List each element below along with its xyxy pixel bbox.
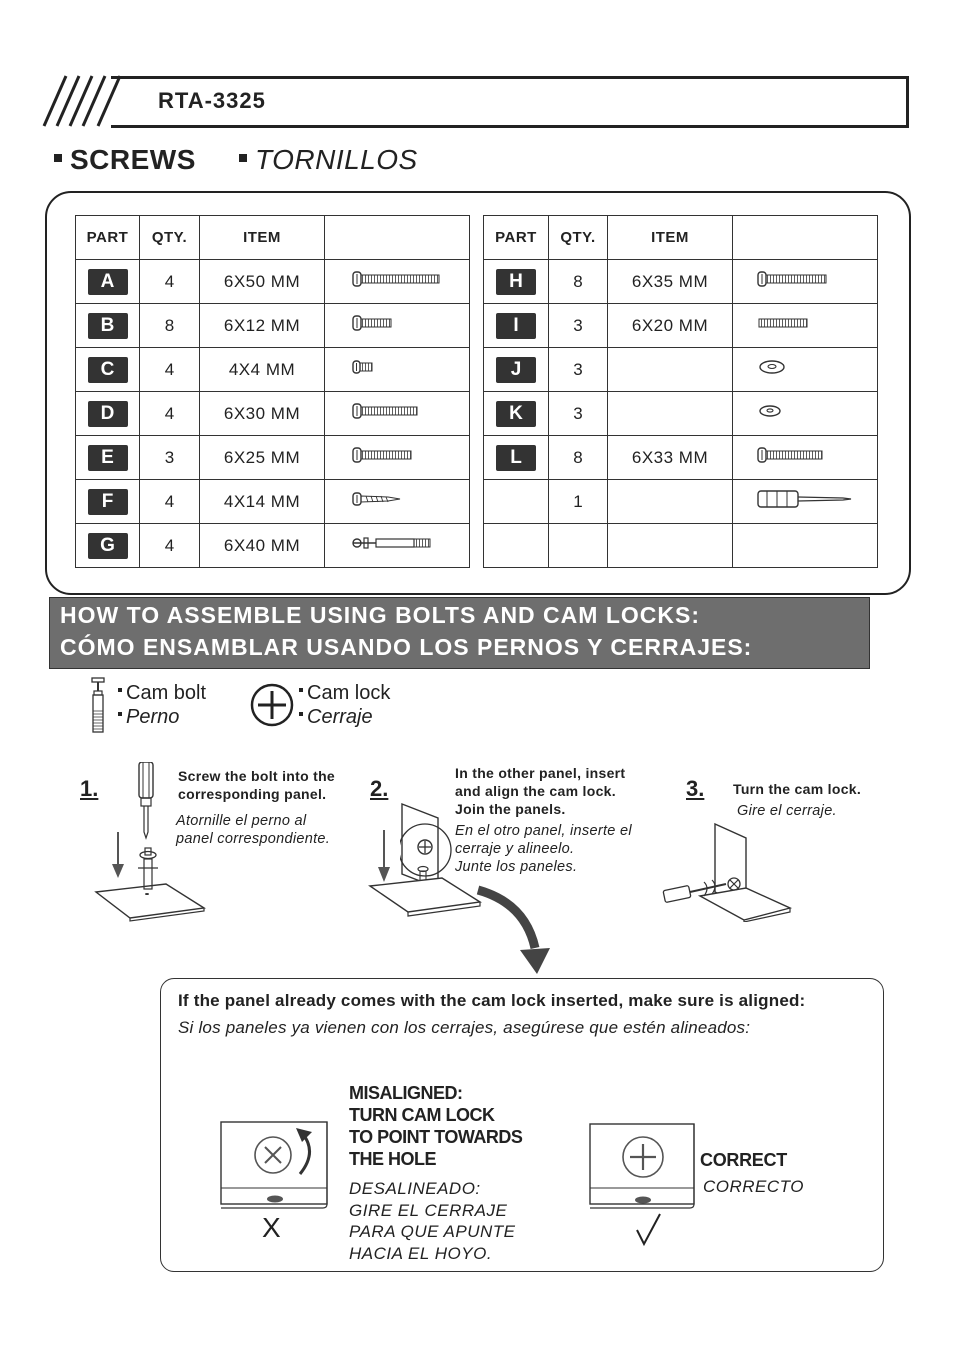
misaligned-text-en: MISALIGNED: TURN CAM LOCK TO POINT TOWARDS THE HOLE: [349, 1083, 523, 1169]
step-2-number: 2.: [370, 776, 389, 801]
wood-screw-icon: [325, 480, 470, 524]
wrong-mark-icon: X: [262, 1212, 281, 1243]
part-letter-empty: [484, 480, 549, 524]
header-part: PART: [484, 216, 549, 260]
washer-large-icon: [733, 348, 878, 392]
table-row: [76, 348, 470, 392]
banner-line-es: CÓMO ENSAMBLAR USANDO LOS PERNOS Y CERRAJES:: [60, 634, 753, 660]
screw-long-icon: [325, 260, 470, 304]
table-row: [76, 304, 470, 348]
part-item: 6X35 MM: [608, 260, 733, 304]
part-item: 4X14 MM: [200, 480, 325, 524]
screw-medium-icon: [733, 260, 878, 304]
part-qty: 4: [140, 260, 200, 304]
part-qty: 4: [140, 348, 200, 392]
part-letter: E: [88, 445, 128, 471]
part-qty: 4: [140, 392, 200, 436]
legend-cerraje: [299, 706, 373, 729]
part-letter: L: [496, 445, 536, 471]
screw-medium-icon: [325, 392, 470, 436]
part-qty: 3: [549, 392, 608, 436]
misaligned-text-es: DESALINEADO: GIRE EL CERRAJE PARA QUE APUNTE HACIA EL HOYO.: [349, 1179, 516, 1263]
part-letter: B: [88, 313, 128, 339]
threaded-rod-icon: [733, 304, 878, 348]
screws-title-es-wrap: [239, 144, 418, 176]
step-3-illustration: [660, 822, 800, 922]
header-item: ITEM: [608, 216, 733, 260]
table-row: [484, 392, 878, 436]
screws-title: [54, 144, 196, 176]
part-item: 6X20 MM: [608, 304, 733, 348]
parts-table-left: [75, 215, 470, 568]
screws-title-en: SCREWS: [70, 144, 196, 175]
part-letter: C: [88, 357, 128, 383]
screw-short-icon: [325, 304, 470, 348]
header-image: [733, 216, 878, 260]
part-qty: 8: [549, 436, 608, 480]
note-text-es: Si los paneles ya vienen con los cerrajes, asegúrese que estén alineados:: [178, 1018, 751, 1037]
part-qty: 8: [549, 260, 608, 304]
step-3-number: 3.: [686, 776, 705, 801]
step-1-text-en: Screw the bolt into the corresponding panel.: [178, 768, 336, 802]
table-row: [76, 524, 470, 568]
table-row: [484, 304, 878, 348]
part-qty: 4: [140, 524, 200, 568]
legend-cam-bolt: [118, 682, 206, 705]
part-letter: A: [88, 269, 128, 295]
part-item: [608, 348, 733, 392]
legend-cam-lock-en: Cam lock: [307, 682, 391, 704]
part-letter: G: [88, 533, 128, 559]
header-item: ITEM: [200, 216, 325, 260]
legend-cam-bolt-es: Perno: [126, 706, 180, 728]
table-row: [76, 436, 470, 480]
screws-title-es: TORNILLOS: [255, 144, 418, 175]
step-3-text-es: Gire el cerraje.: [737, 803, 837, 819]
table-row: [76, 260, 470, 304]
washer-small-icon: [733, 392, 878, 436]
legend-perno: [118, 706, 179, 729]
part-item: 6X50 MM: [200, 260, 325, 304]
part-letter: I: [496, 313, 536, 339]
step-2-text-es: En el otro panel, inserte el cerraje y alineelo. Junte los paneles.: [455, 823, 632, 875]
part-qty: 3: [140, 436, 200, 480]
part-qty: 3: [549, 304, 608, 348]
screw-tiny-icon: [325, 348, 470, 392]
zoom-arrow: [400, 808, 560, 978]
correct-text-en: CORRECT: [700, 1150, 787, 1170]
part-qty: 1: [549, 480, 608, 524]
table-row: [484, 348, 878, 392]
step-1-text-es: Atornille el perno al panel correspondiente.: [176, 813, 331, 847]
cam-bolt-legend-icon: [88, 677, 108, 735]
part-item: 6X40 MM: [200, 524, 325, 568]
part-item: [608, 480, 733, 524]
part-item: 6X12 MM: [200, 304, 325, 348]
table-row: [484, 480, 878, 524]
header-part: PART: [76, 216, 140, 260]
table-row: [76, 480, 470, 524]
part-letter: F: [88, 489, 128, 515]
part-letter: D: [88, 401, 128, 427]
table-row: [76, 392, 470, 436]
table-row: [484, 260, 878, 304]
part-qty: 3: [549, 348, 608, 392]
part-letter: H: [496, 269, 536, 295]
step-1-number: 1.: [80, 776, 99, 801]
legend-cam-lock-es: Cerraje: [307, 706, 373, 728]
part-item: [608, 392, 733, 436]
checkmark-icon: [634, 1212, 664, 1248]
banner-line-en: HOW TO ASSEMBLE USING BOLTS AND CAM LOCKS:: [60, 602, 700, 628]
table-row: [484, 524, 878, 568]
part-qty: 4: [140, 480, 200, 524]
step-3-text-en: Turn the cam lock.: [733, 781, 862, 797]
model-number: RTA-3325: [158, 88, 266, 113]
note-text-en: If the panel already comes with the cam lock inserted, make sure is aligned:: [178, 991, 806, 1010]
header-qty: QTY.: [140, 216, 200, 260]
part-item: 4X4 MM: [200, 348, 325, 392]
correct-diagram: [587, 1120, 702, 1215]
correct-text-es: CORRECTO: [703, 1177, 804, 1196]
legend-cam-lock: [299, 682, 390, 705]
header-qty: QTY.: [549, 216, 608, 260]
cam-bolt-icon: [325, 524, 470, 568]
cam-lock-legend-icon: [250, 683, 294, 727]
part-item: 6X25 MM: [200, 436, 325, 480]
part-item: 6X30 MM: [200, 392, 325, 436]
screwdriver-icon: [733, 480, 878, 524]
part-letter: K: [496, 401, 536, 427]
step-2-text-en: In the other panel, insert and align the cam lock. Join the panels.: [455, 765, 626, 817]
screw-medium-icon: [325, 436, 470, 480]
legend-cam-bolt-en: Cam bolt: [126, 682, 207, 704]
part-letter: J: [496, 357, 536, 383]
table-row: [484, 436, 878, 480]
header-image: [325, 216, 470, 260]
parts-table-right: [483, 215, 878, 568]
part-item: 6X33 MM: [608, 436, 733, 480]
screw-medium-icon: [733, 436, 878, 480]
part-qty: 8: [140, 304, 200, 348]
assemble-banner: [49, 597, 870, 669]
